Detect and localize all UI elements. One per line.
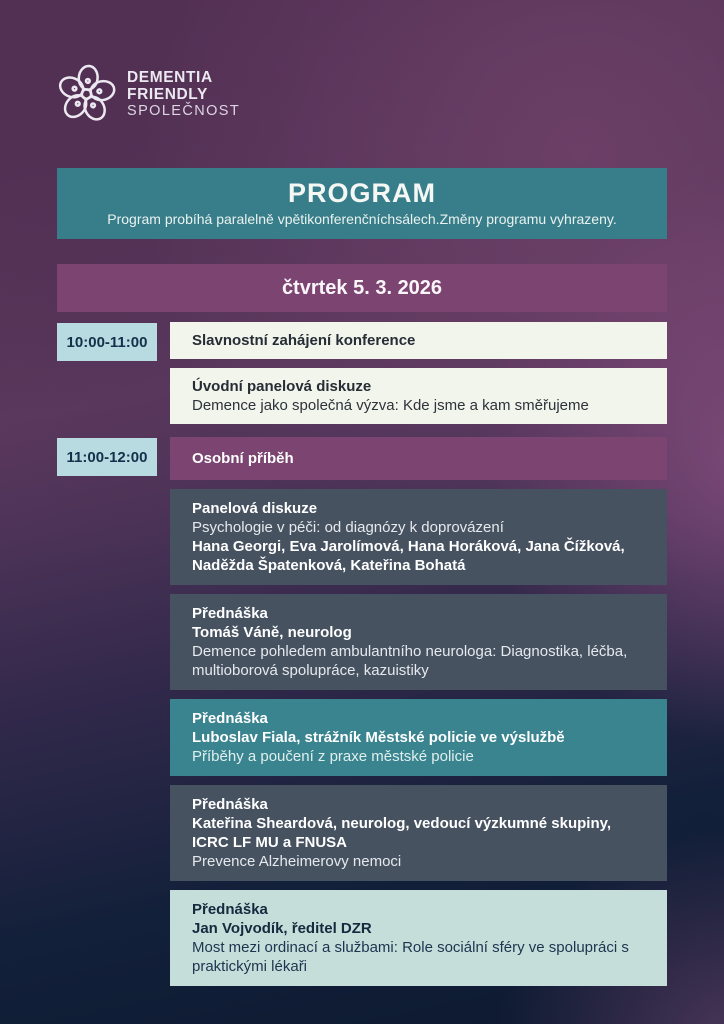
sessions-column [170,322,667,424]
logo-line-3: SPOLEČNOST [127,102,241,119]
session-title-line: Hana Georgi, Eva Jarolímová, Hana Horáková, Jana Čížková, Naděžda Špatenková, Kateřina Bohatá [192,538,625,574]
session-desc-line: Demence jako společná výzva: Kde jsme a kam směřujeme [192,397,589,414]
logo-line-2: FRIENDLY [127,85,208,103]
date-label: čtvrtek 5. 3. 2026 [281,277,443,299]
date-banner [57,264,667,312]
session-card [170,594,667,690]
forget-me-not-flower-icon [55,64,118,124]
session-desc-line: Psychologie v péči: od diagnózy k doprovázení [192,519,504,536]
session-title-line: Kateřina Sheardová, neurolog, vedoucí výzkumné skupiny, ICRC LF MU a FNUSA [192,815,612,851]
sessions-column [170,437,667,986]
session-title-line: Slavnostní zahájení konference [192,332,416,349]
session-title-line: Panelová diskuze [192,500,318,517]
content-column [57,168,667,986]
session-title-line: Přednáška [192,605,268,622]
time-slot: 10:00-11:00 [57,323,157,361]
logo [55,0,724,124]
session-title-line: Osobní příběh [192,450,294,467]
logo-line-1: DEMENTIA [127,68,213,86]
session-title-line: Úvodní panelová diskuze [192,378,372,395]
session-desc-line: Příběhy a poučení z praxe městské policie [192,748,474,765]
session-card [170,437,667,480]
time-slot: 11:00-12:00 [57,438,157,476]
schedule-row [57,437,667,986]
session-desc-line: Prevence Alzheimerovy nemoci [192,853,402,870]
session-title-line: Luboslav Fiala, strážník Městské policie ve výslužbě [192,729,565,746]
program-subtitle: Program probíhá paralelně vpětikonferenčníchsálech.Změny programu vyhrazeny. [107,211,617,227]
session-card [170,890,667,986]
session-title-line: Jan Vojvodík, ředitel DZR [192,920,372,937]
program-banner [57,168,667,239]
session-title-line: Přednáška [192,901,268,918]
session-desc-line: Demence pohledem ambulantního neurologa: Diagnostika, léčba, multioborová spolupráce, kazuistiky [192,643,628,679]
session-card [170,322,667,359]
session-title-line: Přednáška [192,796,268,813]
session-card [170,368,667,424]
session-title-line: Přednáška [192,710,268,727]
session-card [170,785,667,881]
session-desc-line: Most mezi ordinací a službami: Role sociální sféry ve spolupráci s praktickými lékaři [192,939,629,975]
session-card [170,699,667,776]
session-title-line: Tomáš Váně, neurolog [192,624,352,641]
session-card [170,489,667,585]
schedule-row [57,322,667,424]
program-title: PROGRAM [288,178,436,208]
logo-text [127,69,240,120]
schedule [57,322,667,986]
